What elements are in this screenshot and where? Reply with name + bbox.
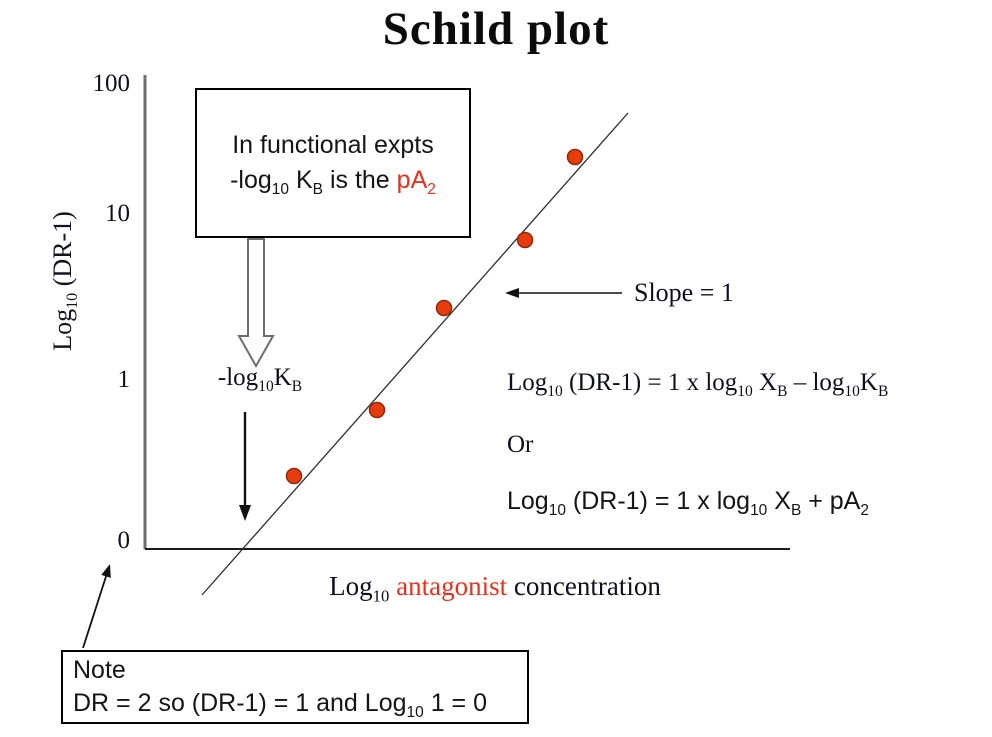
kb-label: $-\log_{10}K_B$ [217,364,303,395]
note-box [61,650,529,724]
equation-2: Log$_{10}$ (DR-1) = 1 x $\log_{10} X_B + pA_2$ [507,487,869,519]
y-tick-10: 10 [105,200,130,227]
annotation-line1: In functional expts [232,131,434,159]
y-axis-label: Log$_{10}$ (DR-1) [48,211,82,351]
arrow-head [101,564,111,578]
equation-1: Log$_{10}$ (DR-1) = 1 x $\log_{10} X_B - \log_{10}K_B$ [507,369,889,400]
y-tick-0: 0 [117,527,130,554]
data-point [437,301,452,316]
arrow-line [83,576,106,648]
x-axis-label: Log$_{10}$ antagonist concentration [329,571,661,606]
arrow-head [505,288,519,298]
slope-label: Slope = 1 [634,278,734,307]
data-point [370,403,385,418]
annotation-line2: $-\log_{10}$ $K_B$ is the $pA_2$ [230,166,436,198]
chart-title: Schild plot [382,3,610,55]
note-line2: DR = 2 so (DR-1) = 1 and Log$_{10}$ 1 = 0 [73,688,487,721]
data-point [287,469,302,484]
arrow-head [239,505,251,521]
note-line1: Note [73,656,126,684]
data-point [568,150,583,165]
y-tick-100: 100 [92,70,130,97]
y-tick-1: 1 [117,366,130,393]
or-label: Or [507,431,534,458]
annotation-box [195,88,471,238]
data-point [518,233,533,248]
block-down-arrow [239,239,273,366]
